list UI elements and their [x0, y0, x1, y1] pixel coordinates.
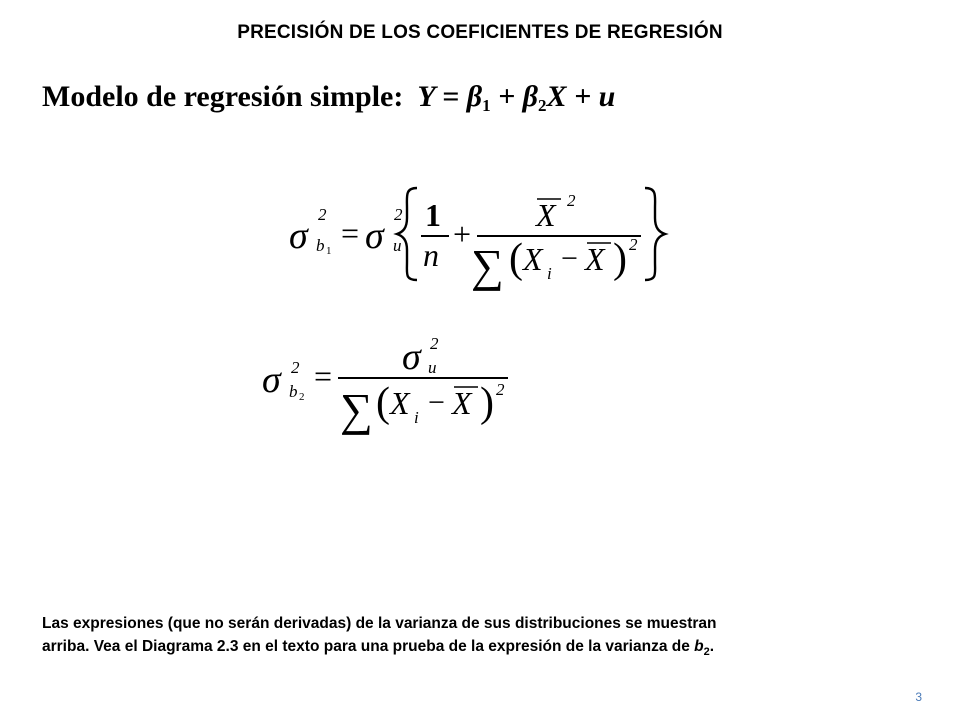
den-sup: 2 [629, 235, 638, 254]
paren-open: ( [509, 236, 523, 282]
minus-sign: − [428, 386, 445, 419]
model-equation: $Y = \beta_1 + \beta_2X + u$ [417, 80, 616, 115]
num-sigma: σ [402, 336, 421, 378]
slide-title: PRECISIÓN DE LOS COEFICIENTES DE REGRESIÓN [237, 22, 723, 43]
one: 1 [425, 197, 441, 233]
num-sub: u [428, 358, 437, 377]
rhs-sub: u [393, 236, 402, 255]
equals-sign: = [341, 215, 360, 251]
paren-open: ( [376, 380, 390, 426]
lhs-sigma: σ [262, 359, 281, 401]
paren-close: ) [613, 236, 627, 282]
page-number: 3 [915, 690, 922, 704]
xbar-sup: 2 [567, 191, 576, 210]
i-index: i [547, 264, 552, 283]
variance-b2-formula [258, 335, 518, 435]
sum-symbol: ∑ [340, 384, 373, 435]
lhs-sub: b [316, 236, 325, 255]
xbar2: X [585, 241, 605, 277]
sum-symbol: ∑ [471, 240, 504, 291]
right-brace [645, 188, 665, 280]
rhs-sigma: σ [365, 215, 384, 257]
xi: X [390, 385, 410, 421]
n: n [423, 237, 439, 273]
plus-sign: + [453, 216, 472, 252]
lhs-sup: 2 [291, 358, 300, 377]
lhs-sub-index: 1 [326, 245, 332, 257]
xbar: X [536, 197, 556, 233]
left-brace [397, 188, 417, 280]
paren-close: ) [480, 380, 494, 426]
variance-b1-formula [285, 178, 685, 291]
lhs-sub-index: 2 [299, 391, 305, 403]
lhs-sub: b [289, 382, 298, 401]
model-heading [42, 80, 615, 116]
den-sup: 2 [496, 380, 505, 399]
xbar: X [452, 385, 472, 421]
i-index: i [414, 408, 419, 427]
lhs-sup: 2 [318, 205, 327, 224]
explanation-line-1: Las expresiones (que no serán derivadas) de la varianza de sus distribuciones se muestran [42, 615, 717, 632]
num-sup: 2 [430, 334, 439, 353]
explanation-text [42, 612, 922, 664]
explanation-line-2: arriba. Vea el Diagrama 2.3 en el texto para una prueba de la expresión de la varianza de $b_2$. [42, 638, 715, 659]
model-label: Modelo de regresión simple: [42, 80, 404, 113]
rhs-sup: 2 [394, 205, 403, 224]
equals-sign: = [314, 358, 333, 394]
minus-sign: − [561, 242, 578, 275]
lhs-sigma: σ [289, 215, 308, 257]
xi: X [523, 241, 543, 277]
